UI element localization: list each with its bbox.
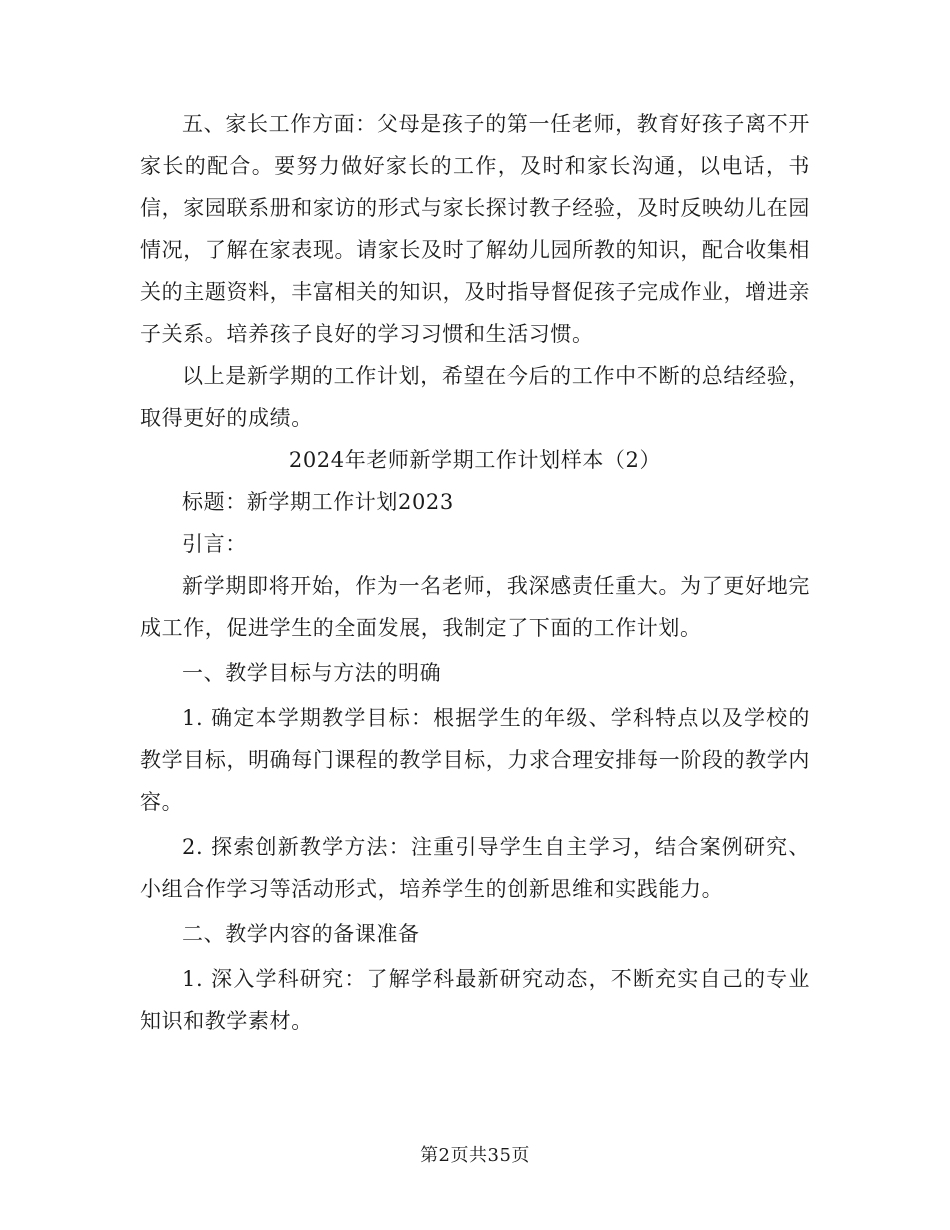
paragraph-intro-label: 引言： — [182, 532, 247, 556]
section-heading: 2024年老师新学期工作计划样本（2） — [288, 448, 662, 472]
page-content — [140, 103, 810, 1042]
paragraph-parent-work: 五、家长工作方面：父母是孩子的第一任老师，教育好孩子离不开家长的配合。要努力做好家长的工作，及时和家长沟通，以电话，书信，家园联系册和家访的形式与家长探讨教子经验，及时反映幼儿在园情况，了解在家表现。请家长及时了解幼儿园所教的知识，配合收集相关的主题资料，丰富相关的知识，及时指导督促孩子完成作业，增进亲子关系。培养孩子良好的学习习惯和生活习惯。 — [140, 112, 810, 346]
page-number: 第2页共35页 — [420, 1145, 530, 1166]
paragraph-section-two: 二、教学内容的备课准备 — [182, 922, 420, 946]
paragraph-section-one: 一、教学目标与方法的明确 — [182, 661, 442, 685]
paragraph-item-1-2: 2. 探索创新教学方法：注重引导学生自主学习，结合案例研究、小组合作学习等活动形式，培养学生的创新思维和实践能力。 — [140, 835, 810, 901]
paragraph-summary: 以上是新学期的工作计划，希望在今后的工作中不断的总结经验，取得更好的成绩。 — [140, 364, 810, 430]
paragraph-item-1-1: 1. 确定本学期教学目标：根据学生的年级、学科特点以及学校的教学目标，明确每门课程的教学目标，力求合理安排每一阶段的教学内容。 — [140, 706, 810, 814]
paragraph-title: 标题：新学期工作计划2023 — [182, 490, 454, 514]
paragraph-item-2-1: 1. 深入学科研究：了解学科最新研究动态，不断充实自己的专业知识和教学素材。 — [140, 967, 810, 1033]
paragraph-intro: 新学期即将开始，作为一名老师，我深感责任重大。为了更好地完成工作，促进学生的全面发展，我制定了下面的工作计划。 — [140, 574, 810, 640]
